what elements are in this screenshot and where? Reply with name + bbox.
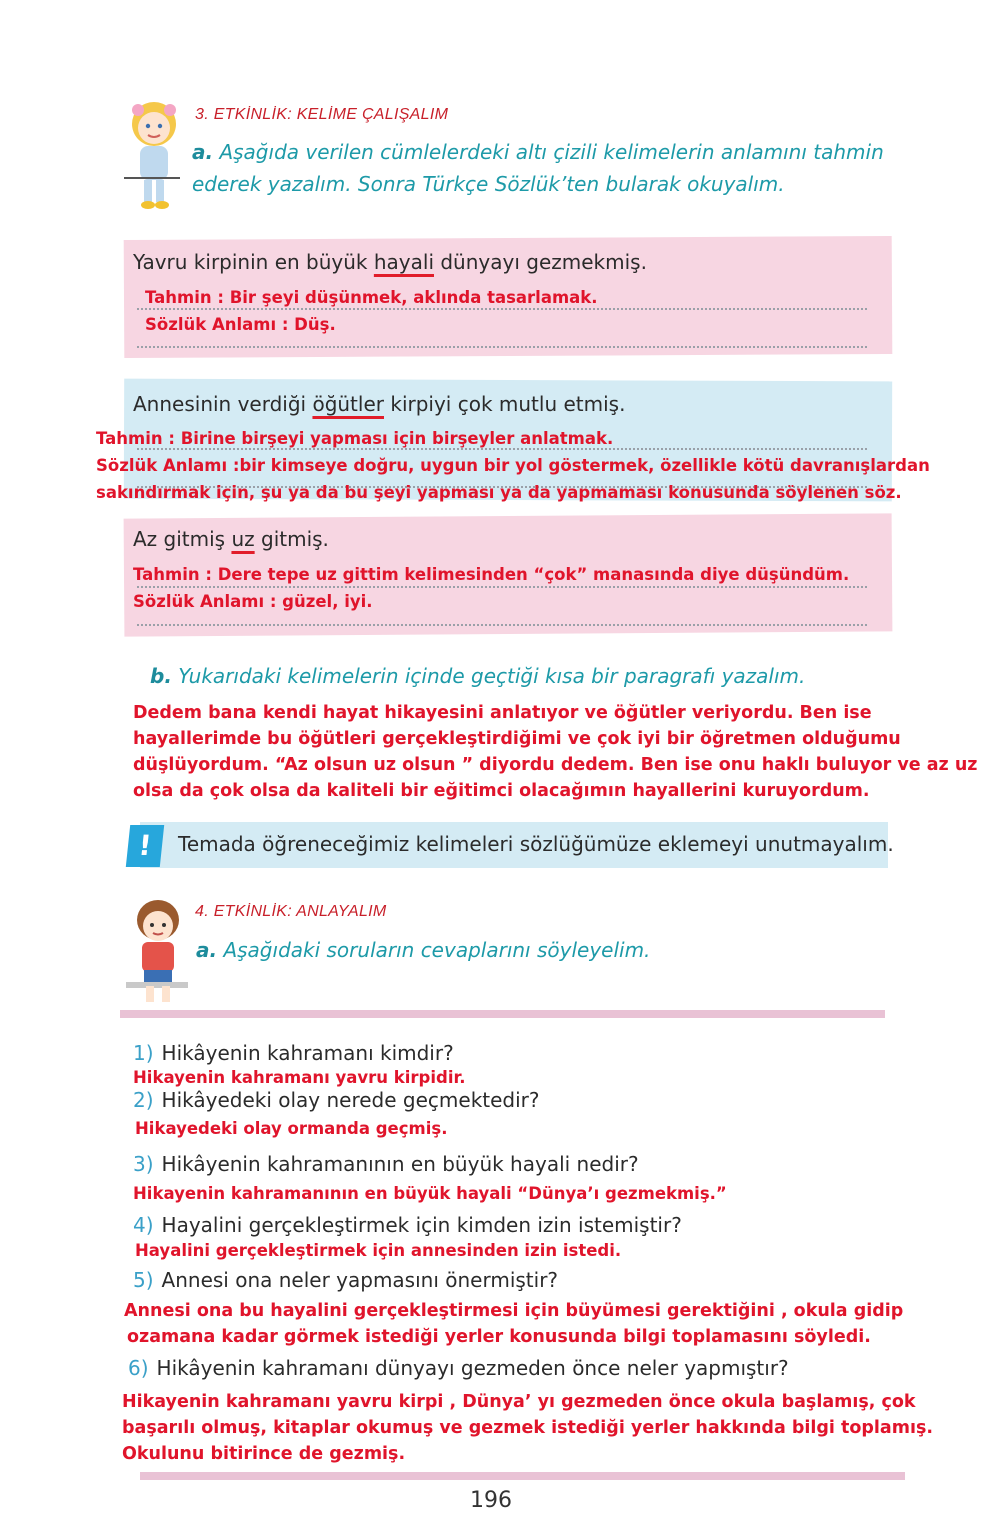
answer-line (137, 624, 867, 626)
sentence2 (133, 392, 625, 416)
activity4-text: Aşağıdaki soruların cevaplarını söyleyelim. (223, 938, 651, 962)
question-number: 4) (133, 1213, 154, 1237)
question-2 (133, 1088, 540, 1112)
answer-4: Hayalini gerçekleştirmek için annesinden izin istedi. (135, 1241, 622, 1260)
girl-illustration (118, 98, 188, 213)
sentence3-pre: Az gitmiş (133, 527, 232, 551)
question-4 (133, 1213, 682, 1237)
question-5 (133, 1268, 558, 1292)
answer-1: Hikayenin kahramanı yavru kirpidir. (133, 1068, 466, 1087)
answer-6-line2: başarılı olmuş, kitaplar okumuş ve gezmek istediği yerler hakkında bilgi toplamış. (122, 1418, 934, 1438)
exclamation-glyph: ! (136, 829, 154, 862)
boy-illustration (124, 896, 190, 1008)
answer-6-line1: Hikayenin kahramanı yavru kirpi , Dünya’ yı gezmeden önce okula başlamış, çok (122, 1392, 916, 1412)
answer-3: Hikayenin kahramanının en büyük hayali “Dünya’ı gezmekmiş.” (133, 1184, 727, 1203)
item-letter-b: b. (150, 664, 172, 688)
question-3 (133, 1152, 639, 1176)
answer-5-line2: ozamana kadar görmek istediği yerler konusunda bilgi toplamasını söyledi. (127, 1327, 871, 1347)
reminder-text: Temada öğreneceğimiz kelimeleri sözlüğümüze eklemeyi unutmayalım. (178, 832, 894, 856)
sentence1-pre: Yavru kirpinin en büyük (133, 250, 374, 274)
activity3-title: 3. ETKİNLİK: KELİME ÇALIŞALIM (195, 106, 449, 123)
question-text: Hikâyenin kahramanının en büyük hayali nedir? (161, 1152, 639, 1176)
instruction-line2: ederek yazalım. Sonra Türkçe Sözlük’ten bularak okuyalım. (192, 172, 785, 196)
sentence1-dictionary: Sözlük Anlamı : Düş. (145, 315, 336, 334)
answer-line (137, 346, 867, 348)
underlined-word: uz (231, 527, 255, 551)
sentence3-guess: Tahmin : Dere tepe uz gittim kelimesinden “çok” manasında diye düşündüm. (133, 565, 850, 584)
question-number: 2) (133, 1088, 154, 1112)
sentence1 (133, 250, 647, 274)
answer-2: Hikayedeki olay ormanda geçmiş. (135, 1119, 448, 1138)
instruction-line1: Aşağıda verilen cümlelerdeki altı çizili kelimelerin anlamını tahmin (219, 140, 884, 164)
question-6 (128, 1356, 789, 1380)
bottom-divider (140, 1472, 905, 1480)
item-letter-a: a. (196, 938, 218, 962)
part-b-answer-line3: düşlüyordum. “Az olsun uz olsun ” diyordu dedem. Ben ise onu haklı buluyor ve az uz (133, 755, 978, 775)
item-letter-a: a. (192, 140, 214, 164)
underlined-word: öğütler (312, 392, 384, 416)
question-number: 6) (128, 1356, 149, 1380)
section-divider (120, 1010, 885, 1018)
question-1 (133, 1041, 454, 1065)
activity4-title: 4. ETKİNLİK: ANLAYALIM (195, 903, 387, 920)
part-b-answer-line1: Dedem bana kendi hayat hikayesini anlatıyor ve öğütler veriyordu. Ben ise (133, 703, 872, 723)
question-number: 1) (133, 1041, 154, 1065)
question-text: Annesi ona neler yapmasını önermiştir? (161, 1268, 559, 1292)
sentence3-dictionary: Sözlük Anlamı : güzel, iyi. (133, 592, 373, 611)
part-b-text: Yukarıdaki kelimelerin içinde geçtiği kısa bir paragrafı yazalım. (178, 664, 806, 688)
sentence3-post: gitmiş. (254, 527, 329, 551)
sentence2-dictionary-cont: sakındırmak için, şu ya da bu şeyi yapması ya da yapmaması konusunda söylenen söz. (96, 483, 902, 502)
activity3-instruction (192, 136, 912, 200)
sentence3 (133, 527, 329, 551)
sentence2-guess: Tahmin : Birine birşeyi yapması için birşeyler anlatmak. (96, 429, 614, 448)
sentence1-guess: Tahmin : Bir şeyi düşünmek, aklında tasarlamak. (145, 288, 598, 307)
question-text: Hayalini gerçekleştirmek için kimden izin istemiştir? (161, 1213, 682, 1237)
sentence1-post: dünyayı gezmekmiş. (434, 250, 647, 274)
part-b-instruction (150, 660, 805, 692)
sentence2-pre: Annesinin verdiği (133, 392, 313, 416)
page-number: 196 (470, 1488, 512, 1513)
question-text: Hikâyenin kahramanı kimdir? (161, 1041, 454, 1065)
activity4-instruction (196, 934, 650, 966)
part-b-answer-line4: olsa da çok olsa da kaliteli bir eğitimci olacağımın hayallerini kuruyordum. (133, 781, 870, 801)
sentence2-post: kirpiyi çok mutlu etmiş. (384, 392, 626, 416)
question-number: 5) (133, 1268, 154, 1292)
answer-5-line1: Annesi ona bu hayalini gerçekleştirmesi için büyümesi gerektiğini , okula gidip (124, 1301, 904, 1321)
question-text: Hikâyenin kahramanı dünyayı gezmeden önce neler yapmıştır? (156, 1356, 789, 1380)
question-number: 3) (133, 1152, 154, 1176)
exclamation-icon (126, 825, 164, 867)
underlined-word: hayali (373, 250, 434, 274)
part-b-answer-line2: hayallerimde bu öğütleri gerçekleştirdiğimi ve çok iyi bir öğretmen olduğumu (133, 729, 901, 749)
question-text: Hikâyedeki olay nerede geçmektedir? (161, 1088, 540, 1112)
sentence2-dictionary: Sözlük Anlamı :bir kimseye doğru, uygun bir yol göstermek, özellikle kötü davranışlardan (96, 456, 930, 475)
answer-6-line3: Okulunu bitirince de gezmiş. (122, 1444, 406, 1464)
